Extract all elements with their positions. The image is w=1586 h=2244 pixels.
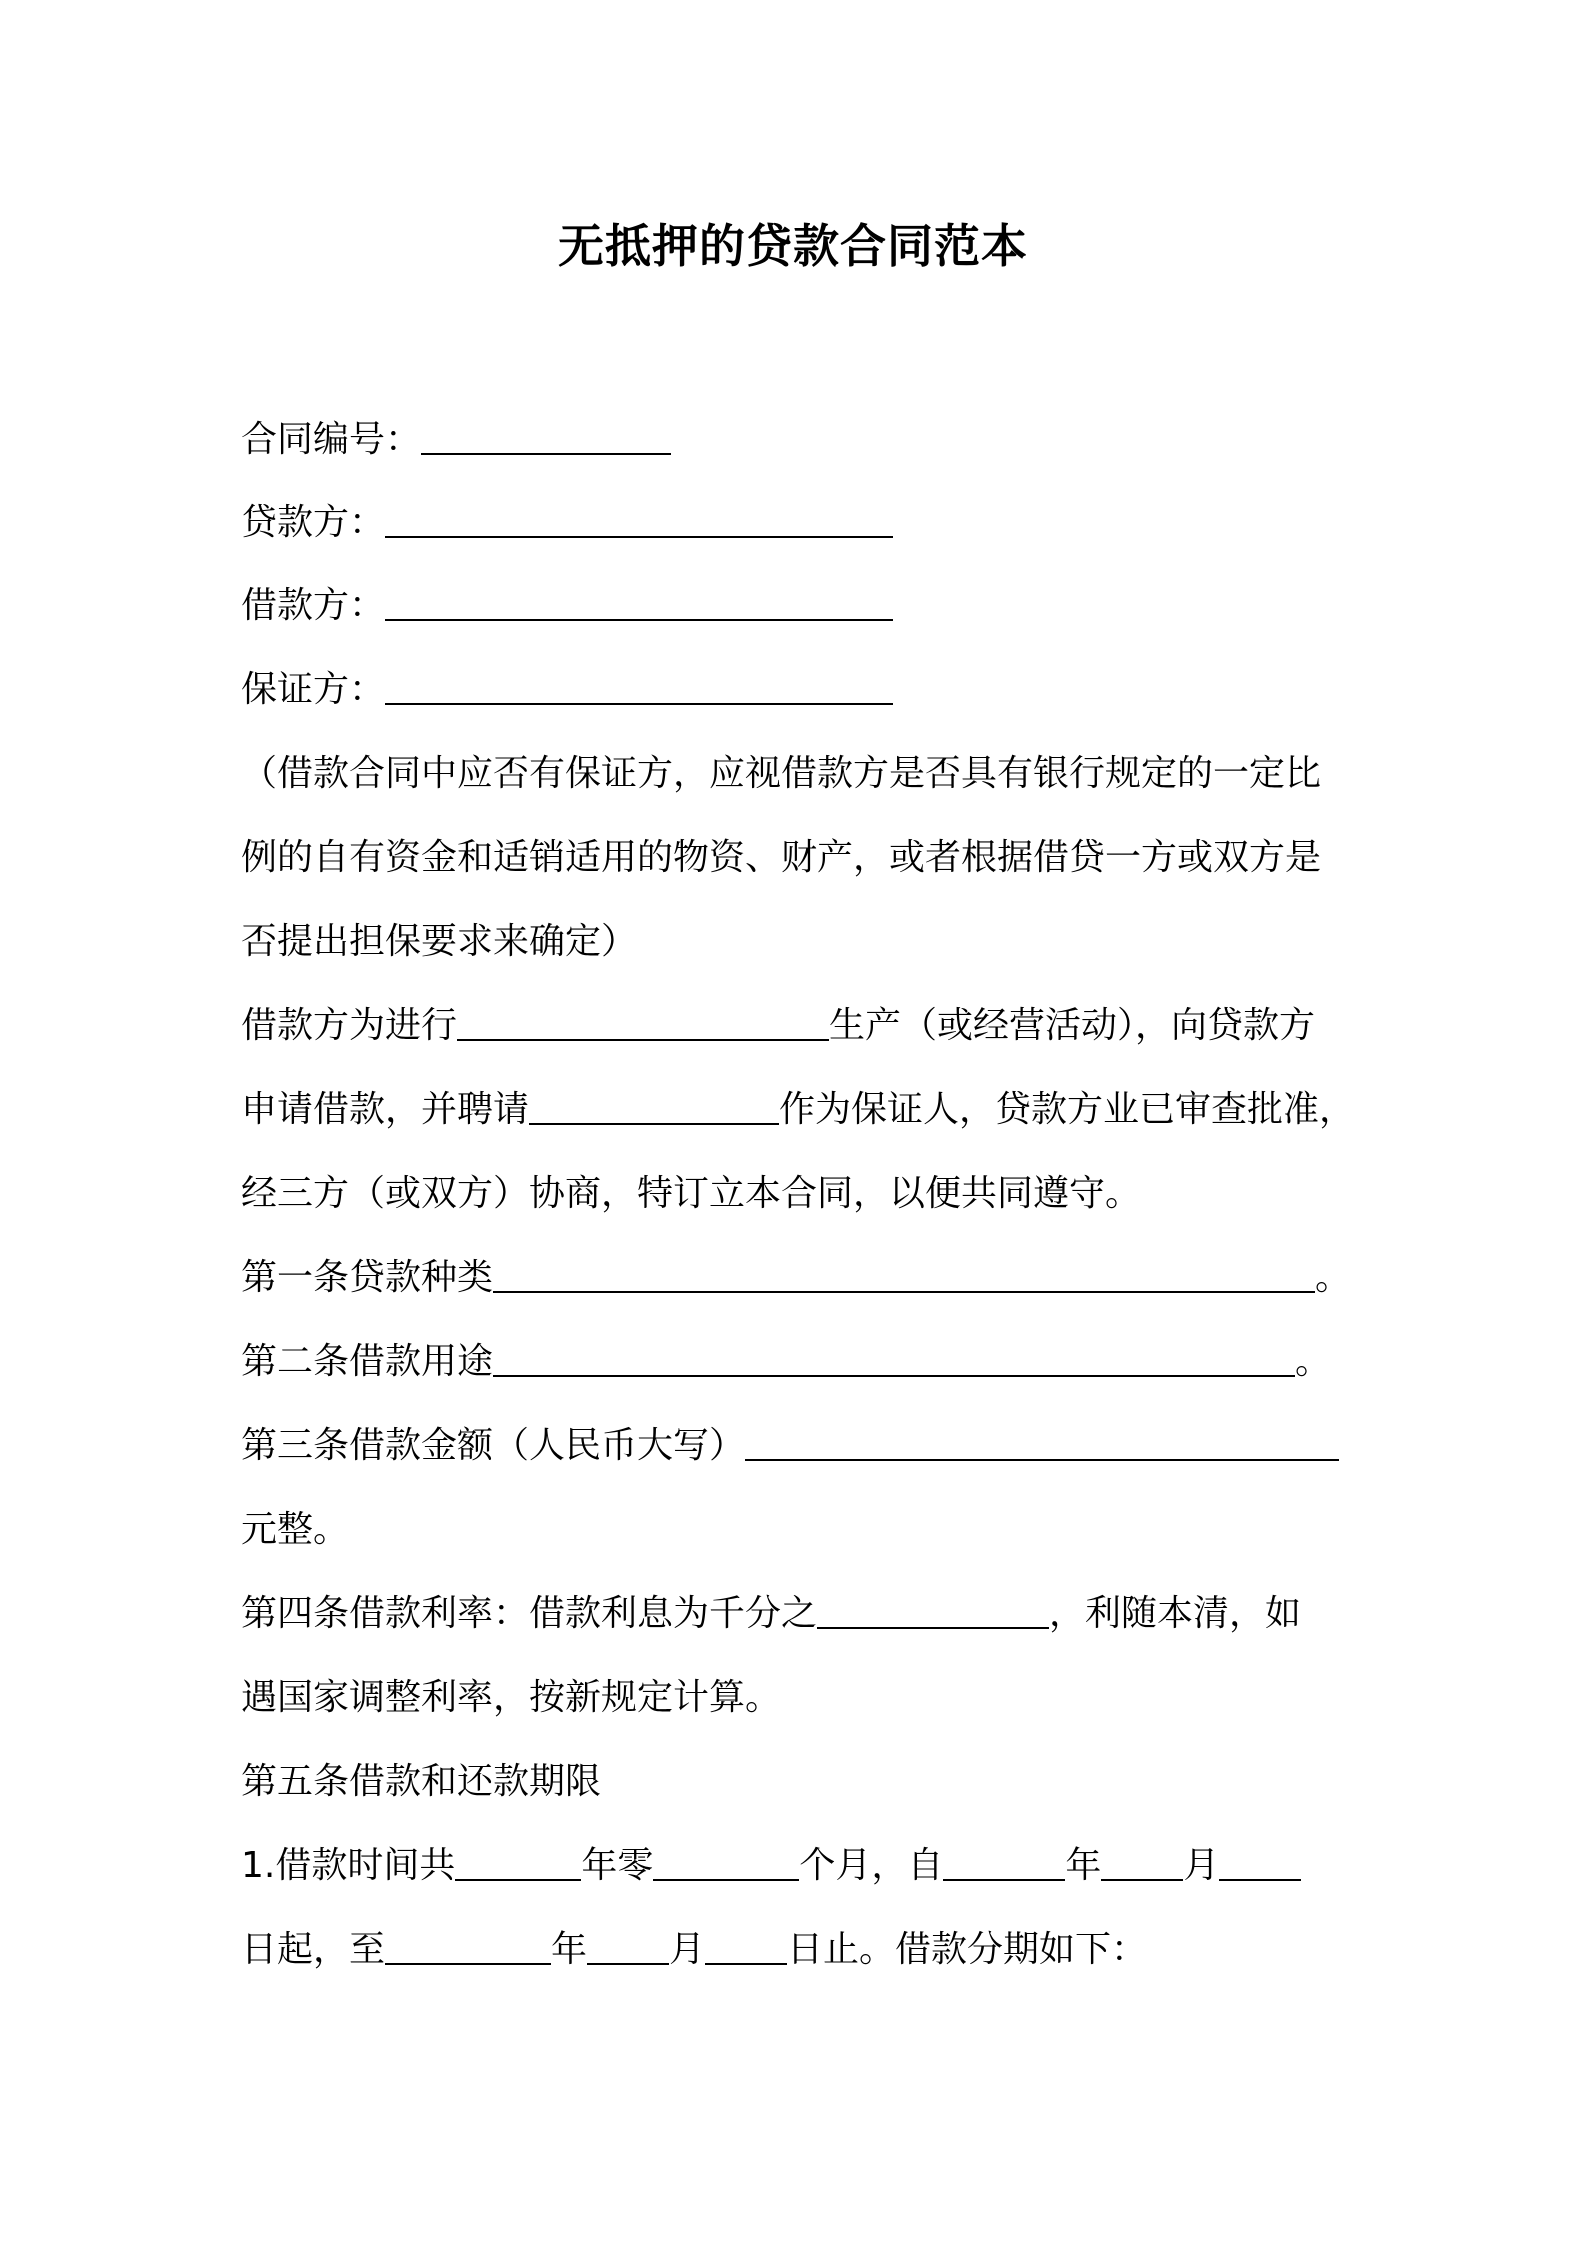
preamble-line-1 bbox=[241, 1000, 1361, 1052]
guarantor-line bbox=[241, 664, 1361, 716]
document-title: 无抵押的贷款合同范本 bbox=[558, 219, 1028, 273]
article-5-item-1-continuation bbox=[241, 1924, 1361, 1976]
loan-type-blank[interactable] bbox=[493, 1261, 1315, 1293]
preamble-text: 生产（或经营活动），向贷款方 bbox=[829, 1005, 1316, 1046]
preamble-text: 借款方为进行 bbox=[241, 1005, 458, 1046]
loan-purpose-blank[interactable] bbox=[493, 1345, 1295, 1377]
start-day-blank[interactable] bbox=[1219, 1849, 1301, 1881]
article-2-label: 第二条借款用途 bbox=[241, 1341, 494, 1382]
term-months-blank[interactable] bbox=[653, 1849, 799, 1881]
article-5-text: 年 bbox=[551, 1929, 588, 1970]
note-line-2: 例的自有资金和适销适用的物资、财产，或者根据借贷一方或双方是 bbox=[241, 837, 1322, 878]
article-1-label: 第一条贷款种类 bbox=[241, 1257, 494, 1298]
preamble-text: 作为保证人，贷款方业已审查批准， bbox=[779, 1089, 1356, 1130]
guarantor-blank[interactable] bbox=[385, 673, 893, 705]
article-3-label: 第三条借款金额（人民币大写） bbox=[241, 1425, 746, 1466]
article-5-text: 年 bbox=[1065, 1845, 1102, 1886]
interest-rate-blank[interactable] bbox=[817, 1597, 1049, 1629]
guarantor-label: 保证方： bbox=[241, 669, 386, 710]
preamble-text: 申请借款，并聘请 bbox=[241, 1089, 530, 1130]
article-4-line bbox=[241, 1588, 1361, 1640]
lender-label: 贷款方： bbox=[241, 502, 386, 543]
article-3-continuation: 元整。 bbox=[241, 1509, 350, 1550]
guarantor-name-blank[interactable] bbox=[529, 1093, 779, 1125]
article-5-text: 年零 bbox=[581, 1845, 654, 1886]
article-2-line bbox=[241, 1336, 1361, 1388]
note-line-1: （借款合同中应否有保证方，应视借款方是否具有银行规定的一定比 bbox=[241, 753, 1322, 794]
article-4-text: 第四条借款利率：借款利息为千分之 bbox=[241, 1593, 818, 1634]
borrower-label: 借款方： bbox=[241, 585, 386, 626]
article-5-text: 日止。借款分期如下： bbox=[787, 1929, 1148, 1970]
article-5-text: 月 bbox=[1183, 1845, 1220, 1886]
end-month-blank[interactable] bbox=[587, 1933, 669, 1965]
article-5-text: 日起，至 bbox=[241, 1929, 386, 1970]
contract-number-label: 合同编号： bbox=[241, 419, 422, 460]
borrower-blank[interactable] bbox=[385, 589, 893, 621]
article-4-text: ，利随本清，如 bbox=[1049, 1593, 1302, 1634]
term-years-blank[interactable] bbox=[455, 1849, 581, 1881]
start-year-blank[interactable] bbox=[943, 1849, 1065, 1881]
note-line-3: 否提出担保要求来确定） bbox=[241, 921, 638, 962]
production-blank[interactable] bbox=[457, 1009, 829, 1041]
article-1-line bbox=[241, 1252, 1361, 1304]
article-5-item-1-line bbox=[241, 1840, 1361, 1892]
start-month-blank[interactable] bbox=[1101, 1849, 1183, 1881]
article-5-text: 月 bbox=[669, 1929, 706, 1970]
article-5-text: 1.借款时间共 bbox=[241, 1845, 456, 1886]
article-2-end: 。 bbox=[1295, 1341, 1332, 1382]
loan-amount-blank[interactable] bbox=[745, 1429, 1339, 1461]
lender-blank[interactable] bbox=[385, 506, 893, 538]
article-1-end: 。 bbox=[1315, 1257, 1352, 1298]
end-year-blank[interactable] bbox=[385, 1933, 551, 1965]
lender-line bbox=[241, 497, 1361, 549]
end-day-blank[interactable] bbox=[705, 1933, 787, 1965]
article-4-continuation: 遇国家调整利率，按新规定计算。 bbox=[241, 1677, 782, 1718]
borrower-line bbox=[241, 580, 1361, 632]
preamble-line-3: 经三方（或双方）协商，特订立本合同，以便共同遵守。 bbox=[241, 1173, 1142, 1214]
contract-number-line bbox=[241, 414, 1361, 466]
preamble-line-2 bbox=[241, 1084, 1361, 1136]
article-5-title: 第五条借款和还款期限 bbox=[241, 1761, 602, 1802]
contract-number-blank[interactable] bbox=[421, 423, 671, 455]
article-3-line bbox=[241, 1420, 1361, 1472]
article-5-text: 个月，自 bbox=[799, 1845, 944, 1886]
